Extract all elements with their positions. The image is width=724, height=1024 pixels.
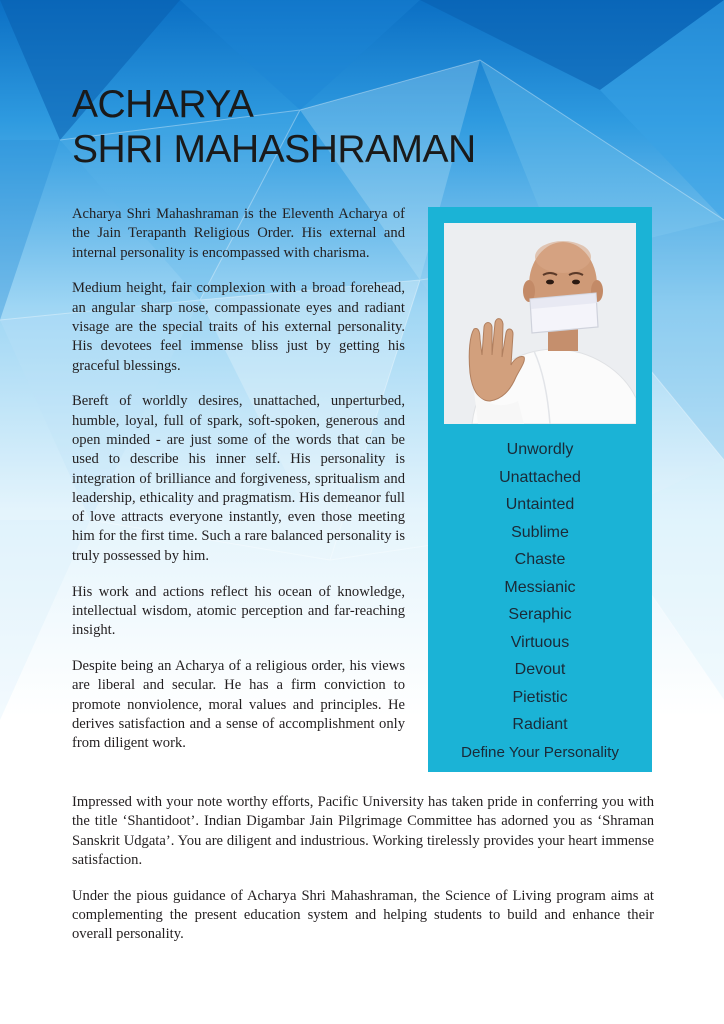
acharya-portrait-photo [444, 223, 636, 424]
trait-item: Devout [514, 661, 566, 678]
page-title-line-1: ACHARYA [72, 83, 254, 126]
biography-paragraph-intro: Acharya Shri Mahashraman is the Eleventh Acharya of the Jain Terapanth Religious Order. His external and internal personality is encompassed with charisma. [72, 206, 405, 261]
portrait-illustration [444, 223, 636, 424]
biography-column [72, 205, 405, 770]
biography-paragraph-appearance: Medium height, fair complexion with a broad forehead, an angular sharp nose, compassionate eyes and radiant visage are the special traits of his external personality. His devotees feel immense bliss just by getting his graceful blessings. [72, 280, 405, 374]
trait-item: Messianic [504, 578, 576, 596]
trait-item: Pietistic [512, 688, 568, 706]
personality-traits-list [428, 436, 652, 766]
biography-paragraph-knowledge: His work and actions reflect his ocean of knowledge, intellectual wisdom, atomic perception and far-reaching insight. [72, 583, 405, 639]
science-of-living-paragraph: Under the pious guidance of Acharya Shri Mahashraman, the Science of Living program aims at complementing the present education system and helping students to build and enhance their overall personality. [72, 887, 654, 943]
traits-sidebar-panel [428, 207, 652, 772]
honors-section [72, 793, 654, 961]
trait-item: Untainted [505, 496, 575, 513]
page-title [72, 82, 592, 172]
trait-item: Virtuous [510, 633, 570, 651]
trait-item: Chaste [514, 551, 566, 568]
page-title-line-2: SHRI MAHASHRAMAN [72, 128, 476, 171]
honors-paragraph: Impressed with your note worthy efforts, Pacific University has taken pride in conferring you with the title ‘Shantidoot’. Indian Digambar Jain Pilgrimage Committee has adorned you as ‘Shraman Sanskrit Udgata’. You are diligent and industrious. Working tirelessly provides your heart immense satisfaction. [72, 794, 654, 868]
trait-item: Unattached [499, 468, 581, 486]
trait-item: Sublime [511, 523, 569, 541]
biography-paragraph-inner-self: Bereft of worldly desires, unattached, unperturbed, humble, loyal, full of spark, soft-spoken, generous and open minded - are just some of the words that can be used to describe his inner self. His personality is integration of brilliance and forgiveness, spritualism and leadership, ethicality and pragmatism. His demeanor full of love attracts everyone instantly, even those meeting him for the first time. Such a rare balanced personality is truly possessed by him. [72, 393, 405, 564]
trait-item: Seraphic [508, 606, 572, 623]
trait-item: Radiant [512, 716, 568, 733]
traits-closing-line: Define Your Personality [461, 743, 619, 761]
trait-item: Unwordly [506, 441, 574, 458]
biography-paragraph-views: Despite being an Acharya of a religious order, his views are liberal and secular. He has a firm conviction to promote nonviolence, moral values and principles. He derives satisfaction and a sense of accomplishment only from diligent work. [72, 657, 405, 752]
